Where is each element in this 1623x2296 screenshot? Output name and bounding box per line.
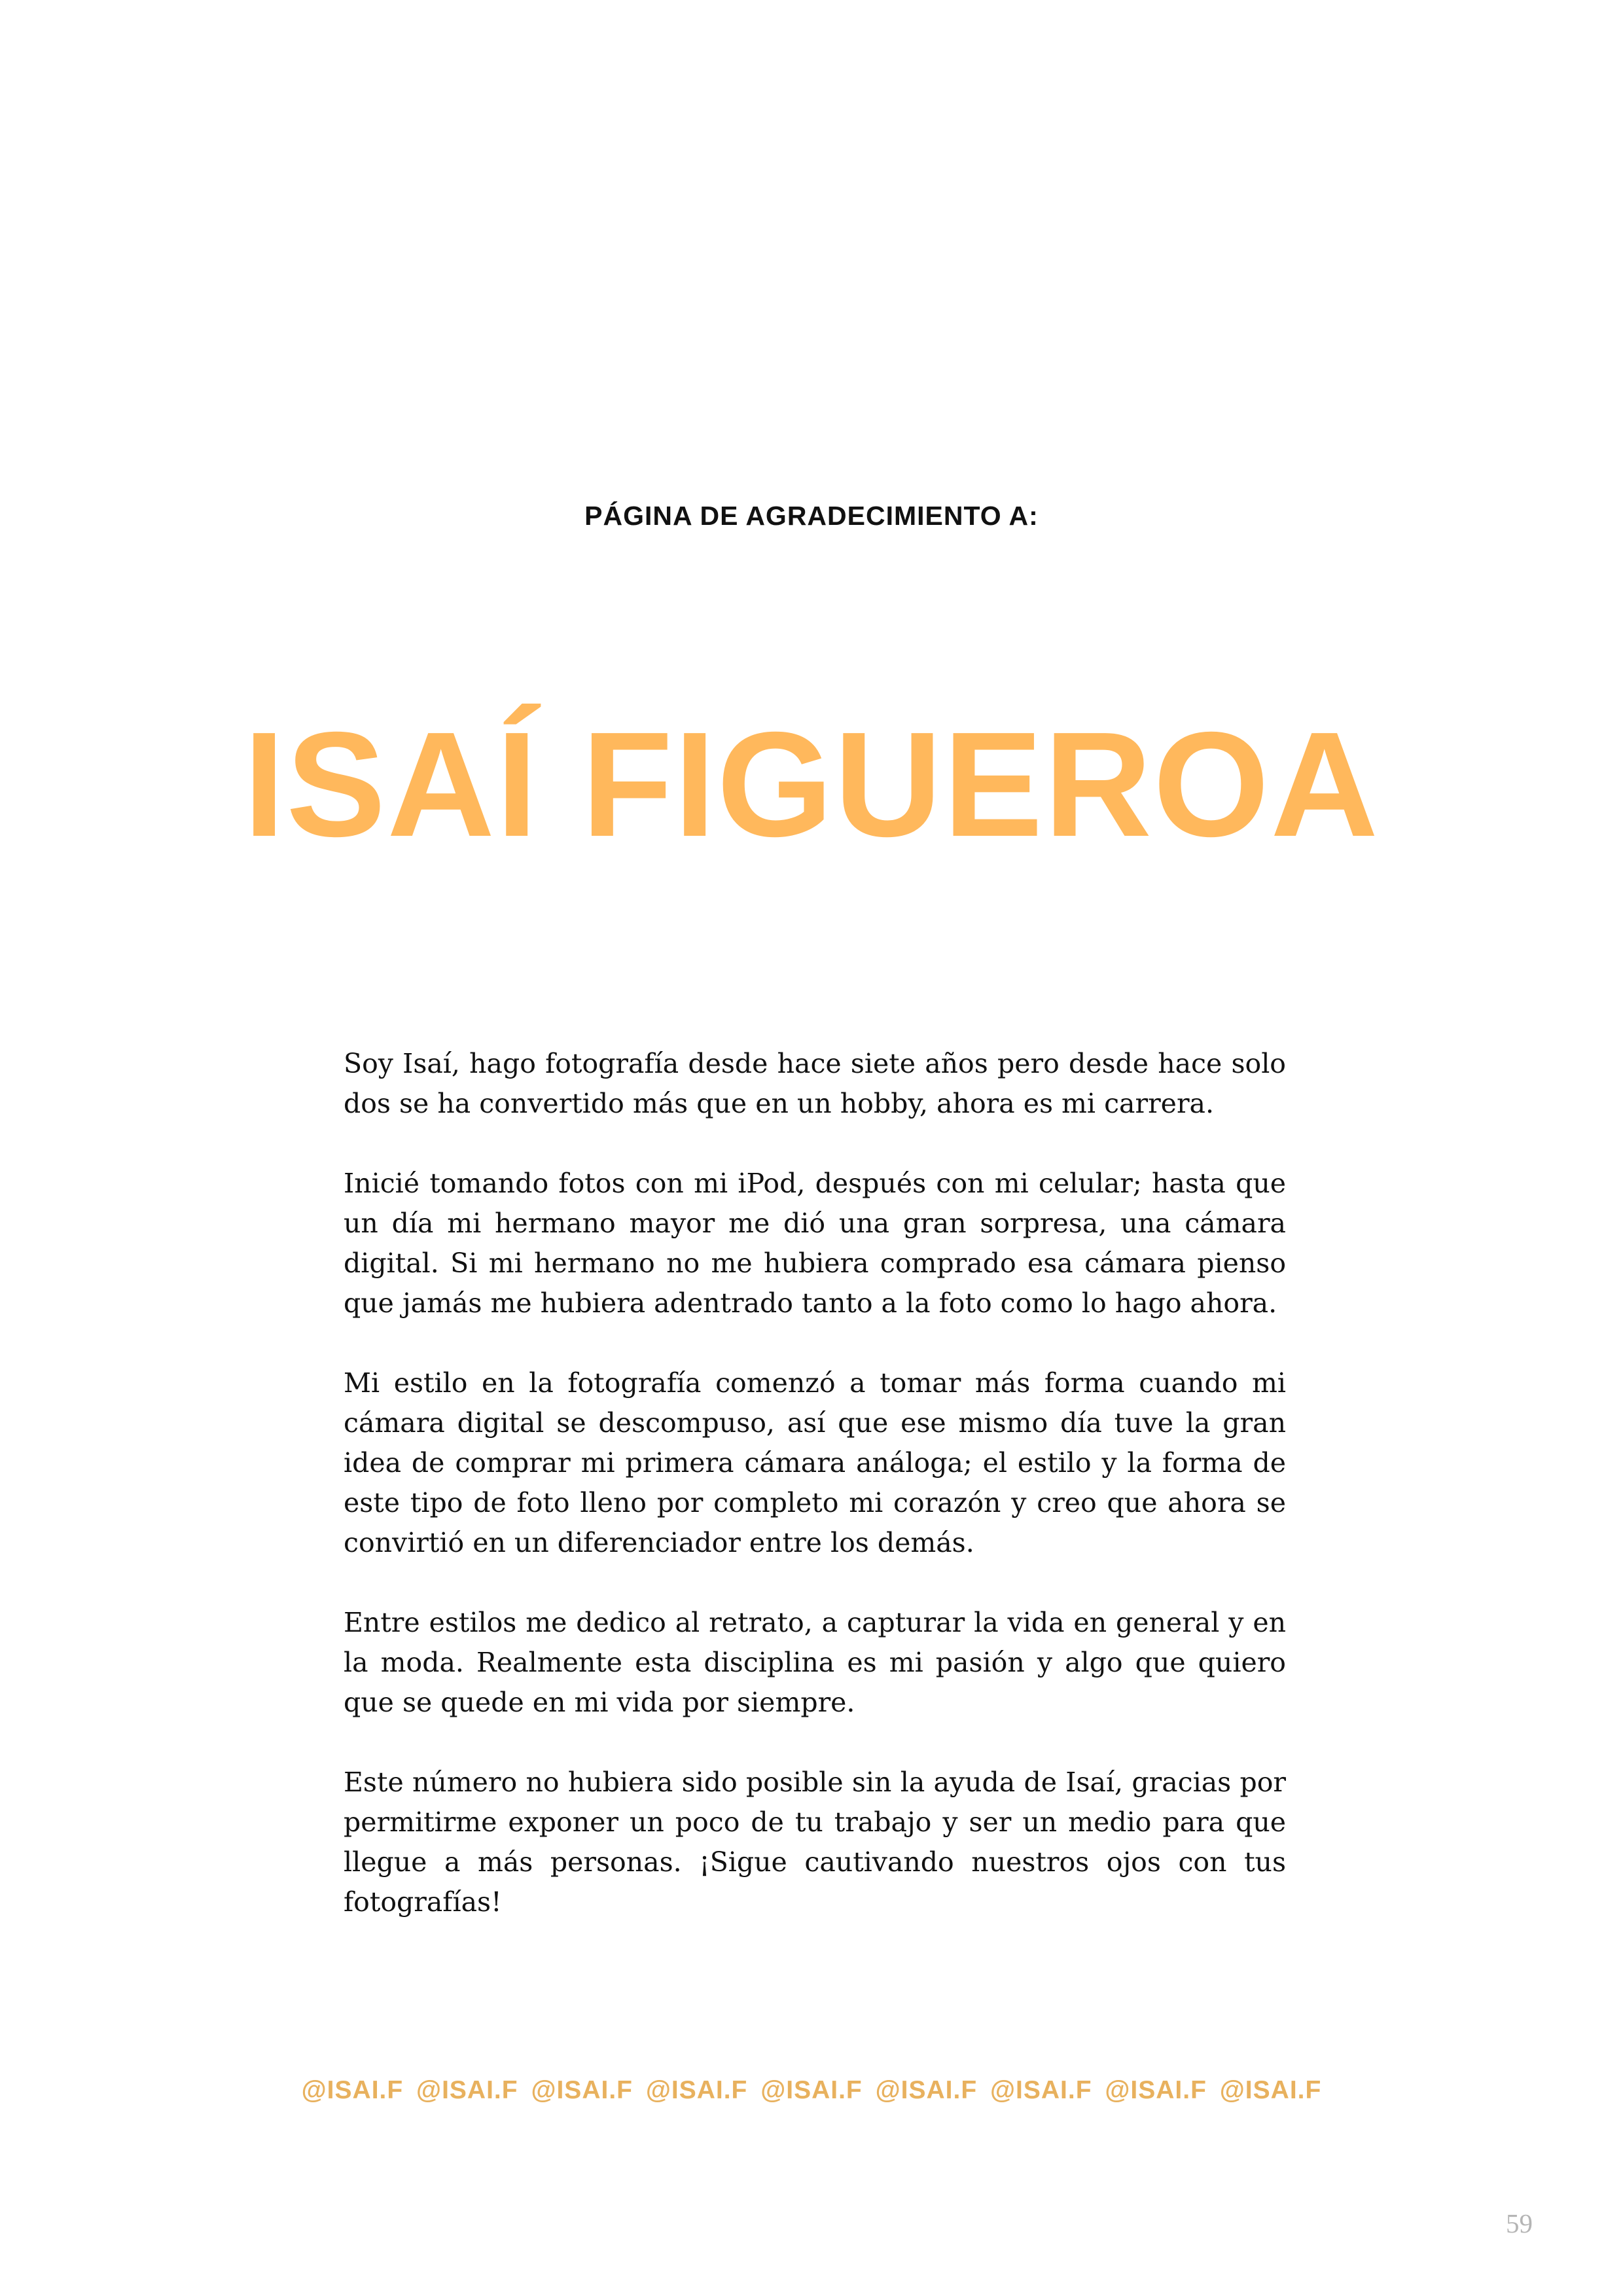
social-handle: @ISAI.F — [416, 2076, 518, 2104]
page-title: ISAÍ FIGUEROA — [243, 702, 1380, 868]
social-handle: @ISAI.F — [645, 2076, 748, 2104]
social-handle: @ISAI.F — [760, 2076, 863, 2104]
social-handle: @ISAI.F — [1219, 2076, 1322, 2104]
social-handle: @ISAI.F — [990, 2076, 1092, 2104]
social-handle: @ISAI.F — [531, 2076, 633, 2104]
body-paragraph: Inicié tomando fotos con mi iPod, después con mi celular; hasta que un día mi hermano mayor me dió una gran sorpresa, una cámara digital. Si mi hermano no me hubiera comprado esa cámara pienso que jamás me hubiera adentrado tanto a la foto como lo hago ahora. — [344, 1168, 1286, 1319]
page-number: 59 — [1506, 2208, 1533, 2238]
body-paragraph: Entre estilos me dedico al retrato, a capturar la vida en general y en la moda. Realmente esta disciplina es mi pasión y algo que quiero que se quede en mi vida por siempre. — [344, 1607, 1286, 1718]
social-handle: @ISAI.F — [875, 2076, 978, 2104]
page-kicker: PÁGINA DE AGRADECIMIENTO A: — [584, 501, 1039, 531]
body-text — [344, 1044, 1286, 1962]
body-paragraph: Soy Isaí, hago fotografía desde hace siete años pero desde hace solo dos se ha convertido más que en un hobby, ahora es mi carrera. — [344, 1048, 1286, 1119]
social-handle: @ISAI.F — [1105, 2076, 1207, 2104]
body-paragraph: Este número no hubiera sido posible sin la ayuda de Isaí, gracias por permitirme exponer un poco de tu trabajo y ser un medio para que llegue a más personas. ¡Sigue cautivando nuestros ojos con tus fotografías! — [344, 1767, 1286, 1918]
body-paragraph: Mi estilo en la fotografía comenzó a tomar más forma cuando mi cámara digital se descompuso, así que ese mismo día tuve la gran idea de comprar mi primera cámara análoga; el estilo y la forma de este tipo de foto lleno por completo mi corazón y creo que ahora se convirtió en un diferenciador entre los demás. — [344, 1367, 1286, 1558]
social-handles — [0, 2076, 1623, 2105]
social-handle: @ISAI.F — [301, 2076, 404, 2104]
